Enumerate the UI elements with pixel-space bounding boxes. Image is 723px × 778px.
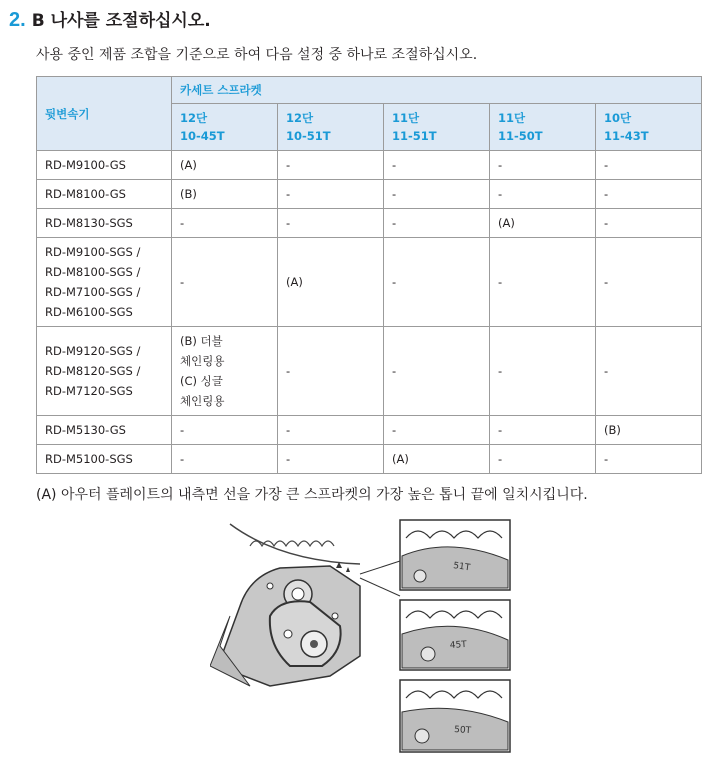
derailleur-column-header: 뒷변속기 (37, 77, 172, 151)
derailleur-model: RD-M5130-GS (37, 416, 172, 445)
step-title: B 나사를 조절하십시오. (31, 11, 211, 31)
table-cell: - (384, 180, 490, 209)
cassette-column-header (278, 104, 384, 151)
table-cell: - (490, 180, 596, 209)
detail-panel-50t (400, 680, 510, 752)
table-cell: - (384, 209, 490, 238)
table-cell: - (278, 209, 384, 238)
table-cell: - (490, 151, 596, 180)
table-row (37, 445, 702, 474)
step-description: 사용 중인 제품 조합을 기준으로 하여 다음 설정 중 하나로 조절하십시오. (36, 47, 478, 63)
table-cell: (A) (384, 445, 490, 474)
column-speed: 10단 (604, 111, 632, 125)
table-cell: - (384, 151, 490, 180)
table-cell: - (596, 445, 702, 474)
detail-panel-45t (400, 600, 510, 670)
table-cell: - (490, 445, 596, 474)
table-row (37, 416, 702, 445)
derailleur-model: RD-M8130-SGS (37, 209, 172, 238)
table-cell: - (596, 151, 702, 180)
table-row (37, 209, 702, 238)
column-speed: 12단 (286, 111, 314, 125)
derailleur-model: RD-M5100-SGS (37, 445, 172, 474)
table-cell: - (596, 238, 702, 327)
derailleur-drawing (210, 524, 400, 686)
table-cell: (A) (278, 238, 384, 327)
table-cell: - (278, 416, 384, 445)
table-cell: - (490, 416, 596, 445)
label-50t: 50T (453, 725, 472, 737)
label-51t: 51T (452, 561, 471, 574)
step-heading (9, 6, 211, 32)
cassette-column-header (384, 104, 490, 151)
table-cell: - (384, 416, 490, 445)
cassette-group-header: 카세트 스프라켓 (172, 77, 702, 104)
table-cell: (A) (490, 209, 596, 238)
column-range: 11-43T (604, 129, 649, 143)
table-row (37, 180, 702, 209)
table-cell: - (278, 327, 384, 416)
column-range: 10-51T (286, 129, 331, 143)
table-cell: - (278, 180, 384, 209)
table-cell: - (278, 445, 384, 474)
table-cell: - (490, 327, 596, 416)
label-45t: 45T (449, 639, 468, 651)
table-row (37, 327, 702, 416)
column-speed: 11단 (392, 111, 420, 125)
table-cell: - (384, 238, 490, 327)
table-row (37, 151, 702, 180)
derailleur-model: RD-M9100-GS (37, 151, 172, 180)
note-a: (A) 아우터 플레이트의 내측면 선을 가장 큰 스프라켓의 가장 높은 톱니 끝에 일치시킵니다. (36, 487, 588, 503)
column-speed: 12단 (180, 111, 208, 125)
compatibility-table (36, 76, 702, 474)
derailleur-model: RD-M9120-SGS / RD-M8120-SGS / RD-M7120-SGS (37, 327, 172, 416)
table-cell: (A) (172, 151, 278, 180)
derailleur-model: RD-M8100-GS (37, 180, 172, 209)
derailleur-model: RD-M9100-SGS / RD-M8100-SGS / RD-M7100-SGS / RD-M6100-SGS (37, 238, 172, 327)
column-range: 11-50T (498, 129, 543, 143)
column-range: 11-51T (392, 129, 437, 143)
column-speed: 11단 (498, 111, 526, 125)
table-cell: (B) 더블 체인링용 (C) 싱글 체인링용 (172, 327, 278, 416)
table-cell: (B) (172, 180, 278, 209)
table-cell: - (278, 151, 384, 180)
table-cell: - (596, 180, 702, 209)
table-cell: - (384, 327, 490, 416)
b-screw-adjustment-illustration (210, 516, 520, 756)
table-cell: - (172, 209, 278, 238)
cassette-column-header (490, 104, 596, 151)
table-cell: - (172, 445, 278, 474)
table-cell: - (490, 238, 596, 327)
step-number: 2. (9, 9, 26, 31)
table-cell: (B) (596, 416, 702, 445)
detail-panel-51t (400, 520, 510, 590)
cassette-column-header (596, 104, 702, 151)
table-cell: - (172, 238, 278, 327)
table-cell: - (172, 416, 278, 445)
column-range: 10-45T (180, 129, 225, 143)
cassette-column-header (172, 104, 278, 151)
table-cell: - (596, 327, 702, 416)
table-row (37, 238, 702, 327)
table-cell: - (596, 209, 702, 238)
